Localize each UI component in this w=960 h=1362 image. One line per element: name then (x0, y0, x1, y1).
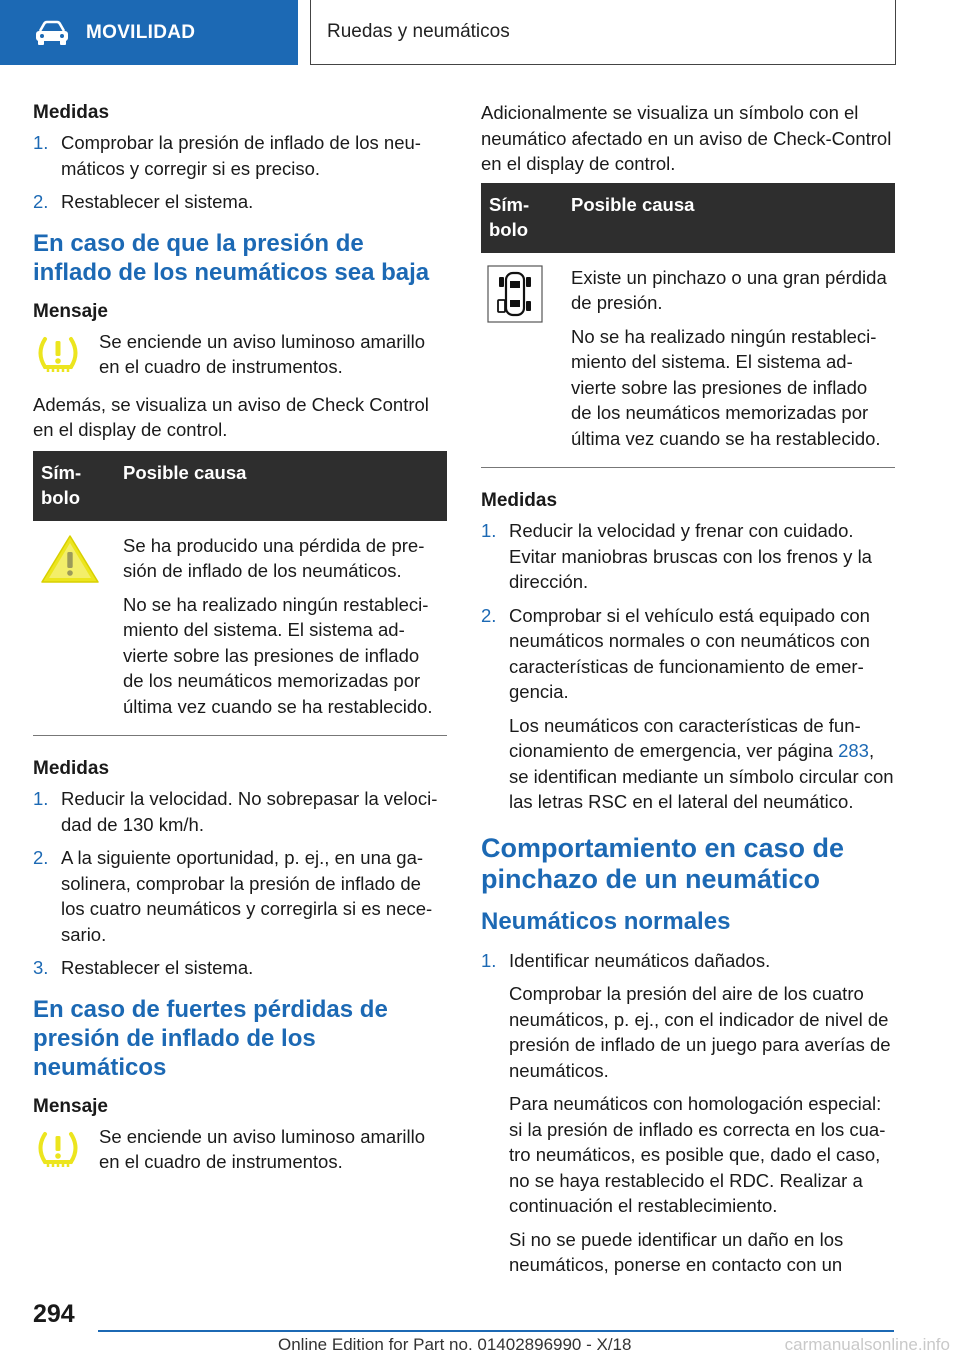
message-title: Mensaje (33, 1095, 108, 1117)
subsection-heading-normal-tires: Neumáticos normales (481, 907, 731, 935)
list-item (33, 786, 447, 837)
footer-edition: Online Edition for Part no. 01402896990 - X/18 (278, 1335, 632, 1354)
cause-text: Se ha producido una pérdida de presión de inflado de los neumáticos. (123, 534, 425, 581)
measures-list (481, 518, 895, 815)
text-run: Los neumáticos con características de funcionamiento de emergencia, ver página (509, 714, 861, 761)
list-item (481, 948, 895, 1278)
list-number: 1. (481, 949, 497, 971)
list-item (33, 189, 447, 215)
tire-pressure-warning-icon (33, 1128, 83, 1172)
list-subparagraph (509, 713, 895, 815)
measures-list (33, 130, 447, 215)
list-text: Reducir la velocidad y frenar con cuidado. Evitar maniobras bruscas con los frenos y la dirección. (509, 520, 872, 592)
list-number: 2. (481, 604, 497, 626)
car-tire-damage-icon (487, 265, 543, 323)
tire-pressure-warning-icon (33, 333, 83, 377)
cause-text: No se ha realizado ningún restablecimiento del sistema. El sistema advierte sobre las presiones de inflado de los neumáticos memorizadas por última vez cuando se ha restablecido. (571, 325, 881, 449)
watermark: carmanualsonline.info (784, 1335, 950, 1354)
table-header-symbol: Símbolo (33, 451, 115, 521)
list-item (33, 845, 447, 947)
list-text: Restablecer el sistema. (61, 191, 254, 212)
paragraph: Además, se visualiza un aviso de Check Control en el display de control. (33, 393, 429, 440)
list-number: 2. (33, 847, 49, 868)
table-header-cause: Posible causa (115, 451, 447, 521)
table-header-cause: Posible causa (563, 183, 895, 253)
list-text: Identificar neumáticos dañados. (509, 949, 771, 971)
list-item (33, 130, 447, 181)
cause-text: Existe un pinchazo o una gran pérdida de presión. (571, 266, 887, 313)
list-text: A la siguiente oportunidad, p. ej., en una gasolinera, comprobar la presión de inflado de los cuatro neumáticos y corregirla si es necesario. (61, 847, 433, 945)
paragraph: Adicionalmente se visualiza un símbolo con el neumático afectado en un aviso de Check-Control en el display de control. (481, 102, 892, 174)
list-number: 1. (481, 520, 497, 541)
list-subparagraph: Comprobar la presión del aire de los cuatro neumáticos, p. ej., con el indicador de nivel de presión de inflado de un juego para averías de neumáticos. (509, 983, 891, 1081)
steps-list (481, 948, 895, 1278)
list-text: Comprobar si el vehículo está equipado con neumáticos normales o con neumáticos con características de funcionamiento de emergencia. (509, 604, 870, 702)
list-text: Restablecer el sistema. (61, 957, 254, 978)
measures-title: Medidas (33, 102, 110, 123)
list-item (481, 518, 895, 595)
section-heading-flat-tire: Comportamiento en caso de pinchazo de un neumático (481, 832, 845, 894)
list-number: 1. (33, 132, 49, 153)
list-number: 2. (33, 191, 49, 212)
page-link[interactable]: 283 (838, 740, 869, 761)
section-tab[interactable] (0, 0, 298, 65)
chapter-title: Ruedas y neumáticos (310, 0, 896, 65)
section-label: MOVILIDAD (86, 21, 196, 43)
list-item (481, 603, 895, 815)
table-row (33, 521, 447, 736)
footer-divider (98, 1330, 894, 1332)
message-text: Se enciende un aviso luminoso amarillo en el cuadro de instrumentos. (99, 330, 425, 377)
text-run: , se identifican mediante un símbolo circular con las letras RSC en el lateral del neumático. (509, 740, 894, 812)
symbol-table (33, 451, 447, 737)
car-icon (34, 20, 70, 46)
page-number: 294 (33, 1300, 75, 1328)
table-header-symbol: Símbolo (481, 183, 563, 253)
list-text: Reducir la velocidad. No sobrepasar la velocidad de 130 km/h. (61, 788, 438, 835)
cause-text: No se ha realizado ningún restablecimiento del sistema. El sistema advierte sobre las presiones de inflado de los neumáticos memorizadas por última vez cuando se ha restablecido. (123, 593, 433, 717)
warning-triangle-icon (39, 533, 101, 585)
message-block (33, 1124, 447, 1177)
list-subparagraph: Si no se puede identificar un daño en los neumáticos, ponerse en contacto con un (509, 1228, 844, 1275)
list-number: 1. (33, 788, 49, 809)
left-column (33, 100, 447, 1187)
measures-title: Medidas (481, 490, 558, 511)
list-number: 3. (33, 957, 49, 978)
measures-title: Medidas (33, 758, 110, 779)
list-text: Comprobar la presión de inflado de los neumáticos y corregir si es preciso. (61, 132, 421, 179)
message-title: Mensaje (33, 300, 108, 322)
message-text: Se enciende un aviso luminoso amarillo en el cuadro de instrumentos. (99, 1125, 425, 1172)
right-column (481, 100, 895, 1286)
measures-list (33, 786, 447, 981)
section-heading-strong-loss: En caso de fuertes pérdidas de presión de inflado de los neumáticos (33, 995, 388, 1081)
table-row (481, 253, 895, 468)
message-block (33, 329, 447, 382)
list-subparagraph: Para neumáticos con homologación especial: si la presión de inflado es correcta en los cuatro neumáticos, es posible que, dado el caso, no se haya restablecido el RDC. Realizar a continuación el restablecimiento. (509, 1093, 886, 1216)
list-item (33, 955, 447, 981)
symbol-table (481, 183, 895, 469)
section-heading-low-pressure: En caso de que la presión de inflado de los neumáticos sea baja (33, 229, 430, 286)
